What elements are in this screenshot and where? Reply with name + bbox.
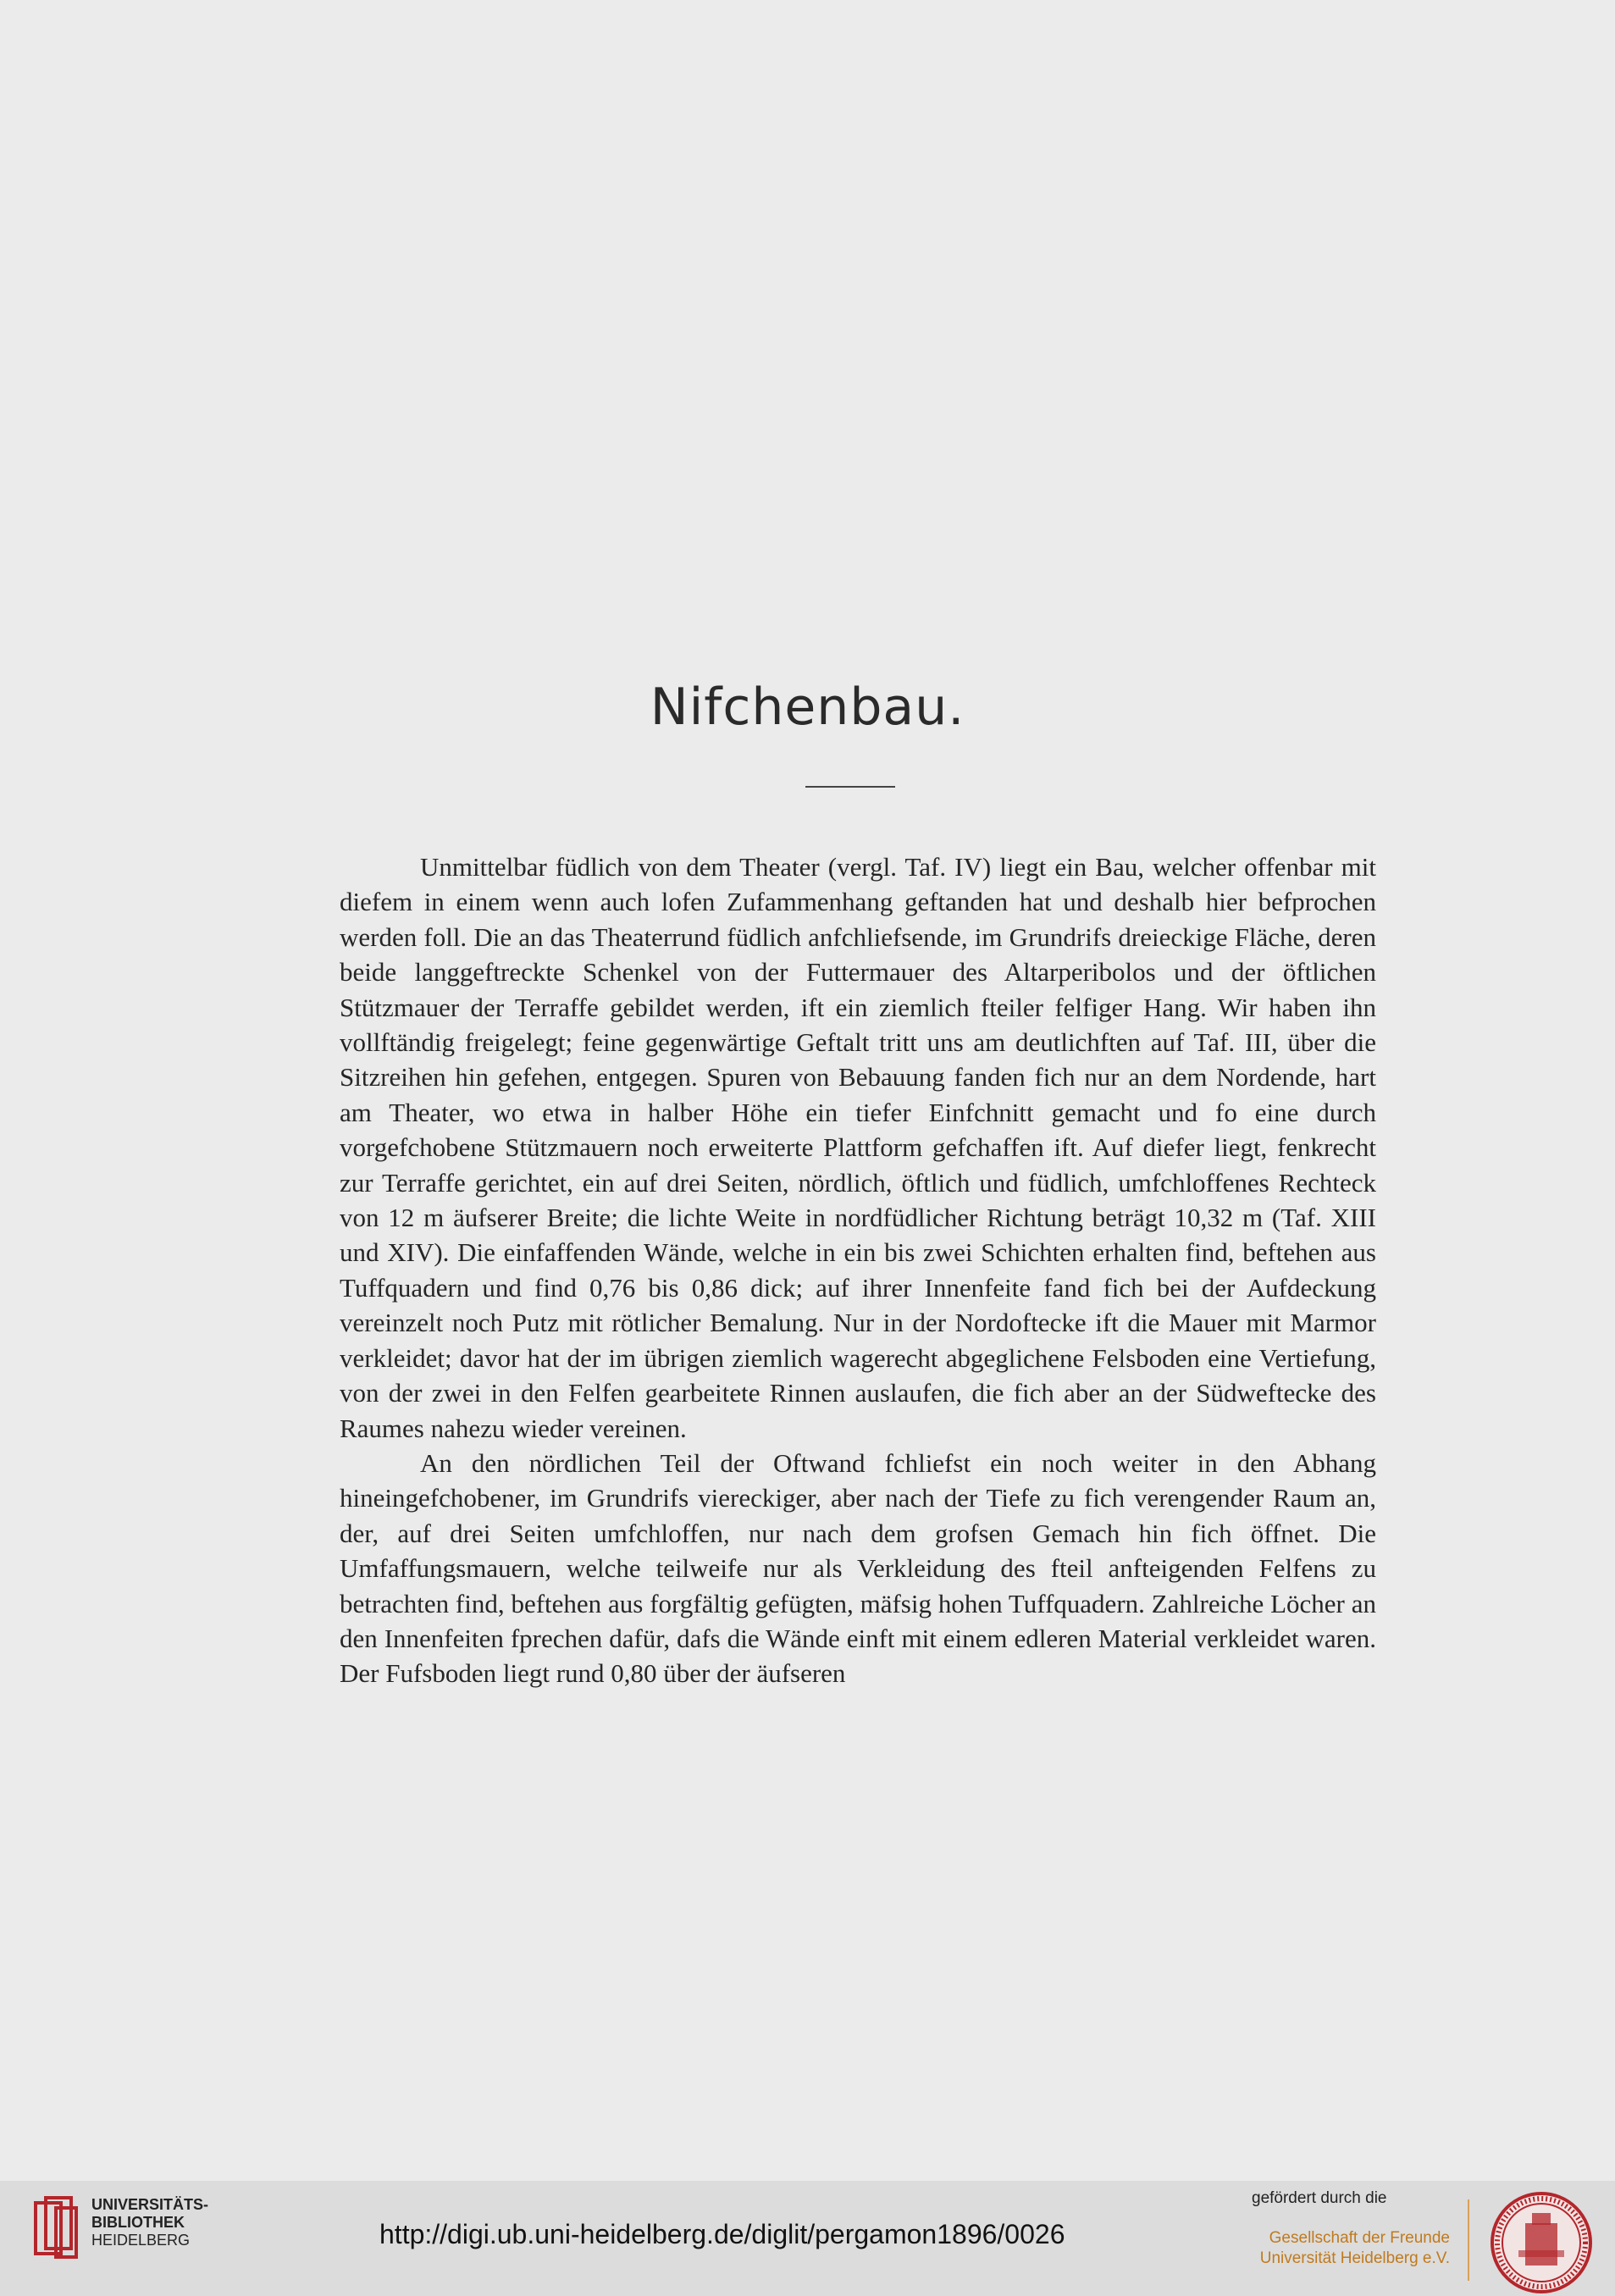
ub-heidelberg-logo-icon[interactable] — [30, 2194, 81, 2262]
sponsor-name-line: Universität Heidelberg e.V. — [1259, 2249, 1450, 2267]
paragraph: An den nördlichen Teil der Oftwand fchliefst ein noch weiter in den Abhang hineingefchobener, im Grundrifs viereckiger, aber nach der Tiefe zu fich verengender Raum an, der, auf drei Seiten umfchloffen, nur nach dem grofsen Gemach hin fich öffnet. Die Umfaffungsmauern, welche teilweife nur als Verkleidung des fteil anfteigenden Felfens zu betrachten find, beftehen aus forgfältig gefügten, mäfsig hohen Tuffquadern. Zahlreiche Löcher an den Innenfeiten fprechen dafür, dafs die Wände einft mit einem edleren Material verkleidet waren. Der Fufsboden liegt rund 0,80 über der äufseren — [340, 1447, 1376, 1689]
sponsor-name-line: Gesellschaft der Freunde — [1269, 2229, 1450, 2247]
university-seal-icon[interactable] — [1488, 2189, 1595, 2296]
paragraph: Unmittelbar füdlich von dem Theater (vergl. Taf. IV) liegt ein Bau, welcher offenbar mit diefem in einem wenn auch lofen Zufammenhang geftanden hat und deshalb hier befprochen werden foll. Die an das Theaterrund füdlich anfchliefsende, im Grundrifs dreieckige Fläche, deren beide langgeftreckte Schenkel von der Futtermauer des Altarperibolos und der öftlichen Stützmauer der Terraffe gebildet werden, ift ein ziemlich fteiler felfiger Hang. Wir haben ihn vollftändig freigelegt; feine gegenwärtige Geftalt tritt uns am deutlichften auf Taf. III, über die Sitzreihen hin gefehen, entgegen. Spuren von Bebauung fanden fich nur an dem Nordende, hart am Theater, wo etwa in halber Höhe ein tiefer Einfchnitt gemacht und fo eine durch vorgefchobene Stützmauern noch erweiterte Plattform gefchaffen ift. Auf diefer liegt, fenkrecht zur Terraffe gerichtet, ein auf drei Seiten, nördlich, öftlich und füdlich, umfchloffenes Rechteck von 12 m äufserer Breite; die lichte Weite in nordfüdlicher Richtung beträgt 10,32 m (Taf. XIII und XIV). Die einfaffenden Wände, welche in ein bis zwei Schichten erhalten find, beftehen aus Tuffquadern und find 0,76 bis 0,86 dick; auf ihrer Innenfeite fand fich bei der Aufdeckung vereinzelt noch Putz mit rötlicher Bemalung. Nur in der Nordoftecke ift die Mauer mit Marmor verkleidet; davor hat der im übrigen ziemlich wagerecht abgeglichene Felsboden eine Vertiefung, von der zwei in den Felfen gearbeitete Rinnen auslaufen, die fich aber an der Südweftecke des Raumes nahezu wieder vereinen. — [340, 852, 1376, 1443]
permalink-url[interactable]: http://digi.ub.uni-heidelberg.de/diglit/pergamon1896/0026 — [379, 2219, 1065, 2249]
library-name[interactable] — [91, 2196, 208, 2249]
library-name-line: UNIVERSITÄTS- — [91, 2196, 209, 2213]
sponsor-divider — [1468, 2199, 1469, 2281]
library-name-line: HEIDELBERG — [91, 2232, 191, 2249]
title-divider — [805, 786, 895, 788]
footer-bar — [0, 2181, 1615, 2296]
sponsor-label: gefördert durch die — [1252, 2189, 1387, 2207]
library-name-line: BIBLIOTHEK — [91, 2214, 185, 2231]
sponsor-name[interactable] — [1230, 2228, 1450, 2269]
page-title: Nifchenbau. — [650, 678, 965, 737]
body-text — [340, 849, 1376, 1691]
